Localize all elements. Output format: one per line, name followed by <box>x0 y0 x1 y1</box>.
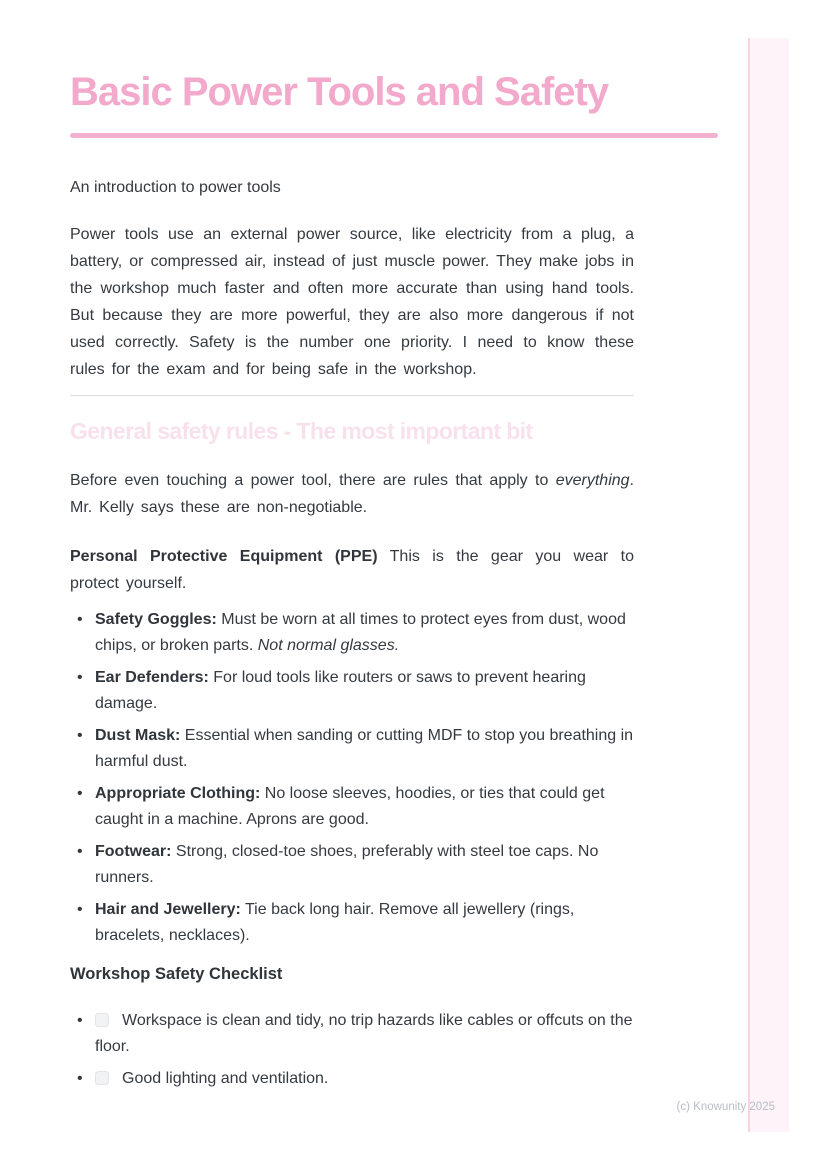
list-item-label: Footwear: <box>95 842 172 860</box>
list-item-label: Safety Goggles: <box>95 610 217 628</box>
title-underline <box>70 133 718 138</box>
checkbox-icon[interactable] <box>95 1071 109 1085</box>
checkbox-icon[interactable] <box>95 1013 109 1027</box>
ppe-list <box>70 607 634 949</box>
section-intro-text: Before even touching a power tool, there are rules that apply to <box>70 471 556 489</box>
section-intro-italic: everything <box>555 471 630 489</box>
bullet-icon: • <box>77 900 83 918</box>
list-item <box>70 607 634 659</box>
list-item <box>70 781 634 833</box>
list-item-text: Essential when sanding or cutting MDF to stop you breathing in harmful dust. <box>95 726 634 770</box>
ppe-bold-label: Personal Protective Equipment (PPE) <box>70 547 378 565</box>
checklist-item-text: Workspace is clean and tidy, no trip hazards like cables or offcuts on the floor. <box>95 1011 633 1055</box>
list-item <box>70 665 634 717</box>
list-item-italic: Not normal glasses. <box>257 636 400 654</box>
intro-paragraph: Power tools use an external power source, like electricity from a plug, a battery, or compressed air, instead of just muscle power. They make jobs in the workshop much faster and often more accurate than using hand tools. But because they are more powerful, they are also more dangerous if not used correctly. Safety is the number one priority. I need to know these rules for the exam and for being safe in the workshop. <box>70 225 634 378</box>
checklist-heading: Workshop Safety Checklist <box>70 964 283 983</box>
section-intro-text-after: . Mr. Kelly says these are non-negotiable. <box>70 471 634 516</box>
section-divider <box>70 395 634 396</box>
list-item-text: Tie back long hair. Remove all jewellery (rings, bracelets, necklaces). <box>95 900 575 944</box>
checklist-item-text: Good lighting and ventilation. <box>122 1069 329 1087</box>
bullet-icon: • <box>77 610 83 628</box>
subtitle: An introduction to power tools <box>70 178 281 196</box>
ppe-paragraph <box>70 543 634 597</box>
bullet-icon: • <box>77 668 83 686</box>
section-heading: General safety rules - The most important bit <box>70 417 533 444</box>
checklist-item <box>70 1066 634 1092</box>
bullet-icon: • <box>77 1069 83 1087</box>
list-item <box>70 897 634 949</box>
list-item-label: Ear Defenders: <box>95 668 209 686</box>
checklist-item <box>70 1008 634 1060</box>
list-item-label: Appropriate Clothing: <box>95 784 261 802</box>
checklist <box>70 1008 634 1092</box>
list-item-label: Dust Mask: <box>95 726 181 744</box>
list-item-text: Strong, closed-toe shoes, preferably with steel toe caps. No runners. <box>95 842 599 886</box>
list-item <box>70 723 634 775</box>
document-content <box>70 0 634 1098</box>
ppe-paragraph-text: This is the gear you wear to protect yourself. <box>70 547 634 592</box>
section-intro-paragraph <box>70 467 634 521</box>
page-accent-strip <box>748 38 789 1132</box>
page-title: Basic Power Tools and Safety <box>70 70 609 114</box>
list-item-text: Must be worn at all times to protect eyes from dust, wood chips, or broken parts. <box>95 610 626 654</box>
bullet-icon: • <box>77 726 83 744</box>
list-item-label: Hair and Jewellery: <box>95 900 241 918</box>
list-item-text: For loud tools like routers or saws to prevent hearing damage. <box>95 668 586 712</box>
bullet-icon: • <box>77 1011 83 1029</box>
list-item-text: No loose sleeves, hoodies, or ties that could get caught in a machine. Aprons are good. <box>95 784 605 828</box>
bullet-icon: • <box>77 842 83 860</box>
watermark: (c) Knowunity 2025 <box>676 1101 775 1113</box>
bullet-icon: • <box>77 784 83 802</box>
list-item <box>70 839 634 891</box>
